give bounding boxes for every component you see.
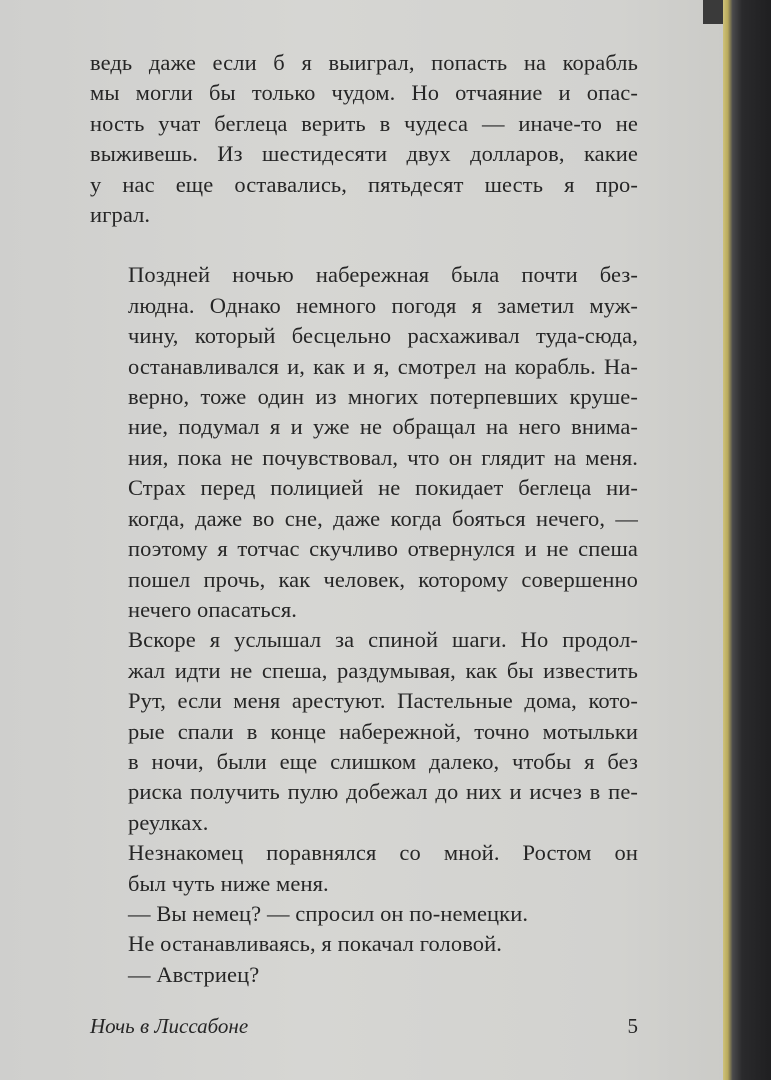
background-shadow: [703, 0, 723, 24]
text-line: реулках.: [128, 809, 209, 835]
text-line: останавливался и, как и я, смотрел на корабль. На-: [128, 353, 638, 379]
text-line: у нас еще оставались, пятьдесят шесть я про-: [90, 171, 638, 197]
text-line: Страх перед полицией не покидает беглеца ни-: [128, 475, 638, 501]
paragraph: [90, 838, 638, 899]
text-line: в ночи, были еще слишком далеко, чтобы я без: [128, 748, 638, 774]
paragraph: [90, 899, 638, 929]
text-line: мы могли бы только чудом. Но отчаяние и опас-: [90, 80, 638, 106]
paragraph: [90, 625, 638, 838]
text-line: пошел прочь, как человек, которому совершенно: [128, 566, 638, 592]
text-line: риска получить пулю добежал до них и исчез в пе-: [128, 779, 638, 805]
text-line: Рут, если меня арестуют. Пастельные дома, кото-: [128, 688, 638, 714]
book-page-edge: [723, 0, 771, 1080]
text-line: ние, подумал я и уже не обращал на него внима-: [128, 414, 638, 440]
text-line: выживешь. Из шестидесяти двух долларов, какие: [90, 141, 638, 167]
paragraph: [90, 260, 638, 625]
text-line: ведь даже если б я выиграл, попасть на корабль: [90, 50, 638, 75]
text-line: был чуть ниже меня.: [128, 870, 329, 896]
text-line: рые спали в конце набережной, точно мотыльки: [128, 718, 638, 744]
text-line: поэтому я тотчас скучливо отвернулся и не спеша: [128, 536, 638, 562]
text-line: играл.: [90, 202, 151, 228]
text-line: когда, даже во сне, даже когда бояться нечего, —: [128, 505, 638, 531]
text-line: людна. Однако немного погодя я заметил муж-: [128, 292, 638, 318]
text-line: Не останавливаясь, я покачал головой.: [128, 931, 503, 957]
paragraph: [90, 48, 638, 230]
text-line: — Вы немец? — спросил он по-немецки.: [128, 900, 529, 926]
book-title: Ночь в Лиссабоне: [90, 1014, 249, 1038]
page-number: 5: [627, 1014, 638, 1038]
page-body-text: [90, 48, 638, 990]
text-line: ность учат беглеца верить в чудеса — иначе-то не: [90, 110, 638, 136]
page-footer: [90, 1014, 638, 1046]
text-line: нечего опасаться.: [128, 596, 298, 622]
text-line: Вскоре я услышал за спиной шаги. Но продол-: [128, 627, 638, 653]
paragraph: [90, 960, 638, 990]
text-line: ния, пока не почувствовал, что он глядит на меня.: [128, 444, 638, 470]
text-line: чину, который бесцельно расхаживал туда-сюда,: [128, 323, 638, 349]
text-line: Поздней ночью набережная была почти без-: [128, 262, 638, 288]
text-line: верно, тоже один из многих потерпевших круше-: [128, 384, 638, 410]
text-line: жал идти не спеша, раздумывая, как бы известить: [128, 657, 638, 683]
text-line: — Австриец?: [128, 961, 260, 987]
paragraph: [90, 929, 638, 959]
text-line: Незнакомец поравнялся со мной. Ростом он: [128, 840, 638, 866]
